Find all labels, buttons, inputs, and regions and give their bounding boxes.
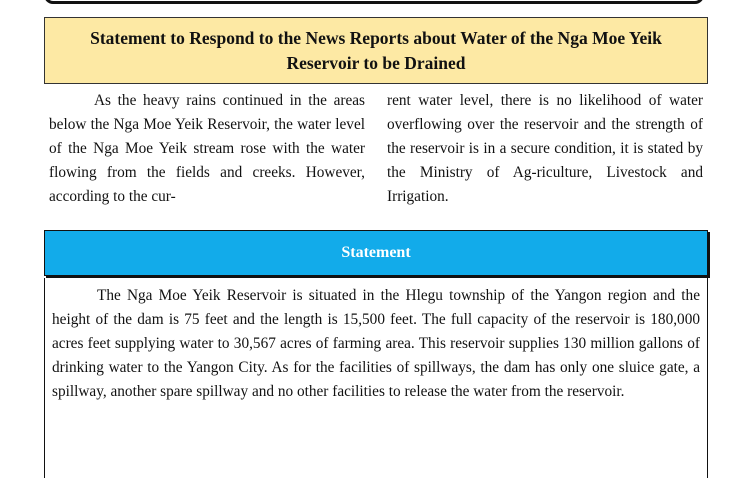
statement-body bbox=[44, 278, 708, 478]
article-columns bbox=[49, 89, 703, 209]
headline-line-1: Statement to Respond to the News Reports about Water of the Nga Moe Yeik bbox=[90, 27, 662, 48]
article-paragraph-left: As the heavy rains continued in the areas below the Nga Moe Yeik Reservoir, the water level of the Nga Moe Yeik stream rose with the water flowing from the fields and creeks. However, according to the cur- bbox=[49, 92, 365, 205]
article-paragraph-right: rent water level, there is no likelihood of water overflowing over the reservoir and the strength of the reservoir is in a secure condition, it is stated by the Ministry of Ag-riculture, Livestock and Irrigation. bbox=[387, 92, 703, 205]
article-column-right bbox=[387, 89, 703, 209]
headline-title bbox=[90, 26, 662, 76]
statement-header bbox=[44, 230, 708, 276]
headline-banner bbox=[44, 17, 708, 84]
headline-line-2: Reservoir to be Drained bbox=[286, 52, 466, 73]
statement-title: Statement bbox=[341, 244, 411, 261]
statement-paragraph-1: The Nga Moe Yeik Reservoir is situated in the Hlegu township of the Yangon region and the height of the dam is 75 feet and the length is 15,500 feet. The full capacity of the reservoir is 180,000 acres feet supplying water to 30,567 acres of farming area. This reservoir supplies 130 million gallons of drinking water to the Yangon City. As for the facilities of spillways, the dam has only one sluice gate, a spillway, another spare spillway and no other facilities to release the water from the reservoir. bbox=[52, 287, 700, 400]
top-frame-border bbox=[44, 0, 704, 4]
article-column-left bbox=[49, 89, 365, 209]
